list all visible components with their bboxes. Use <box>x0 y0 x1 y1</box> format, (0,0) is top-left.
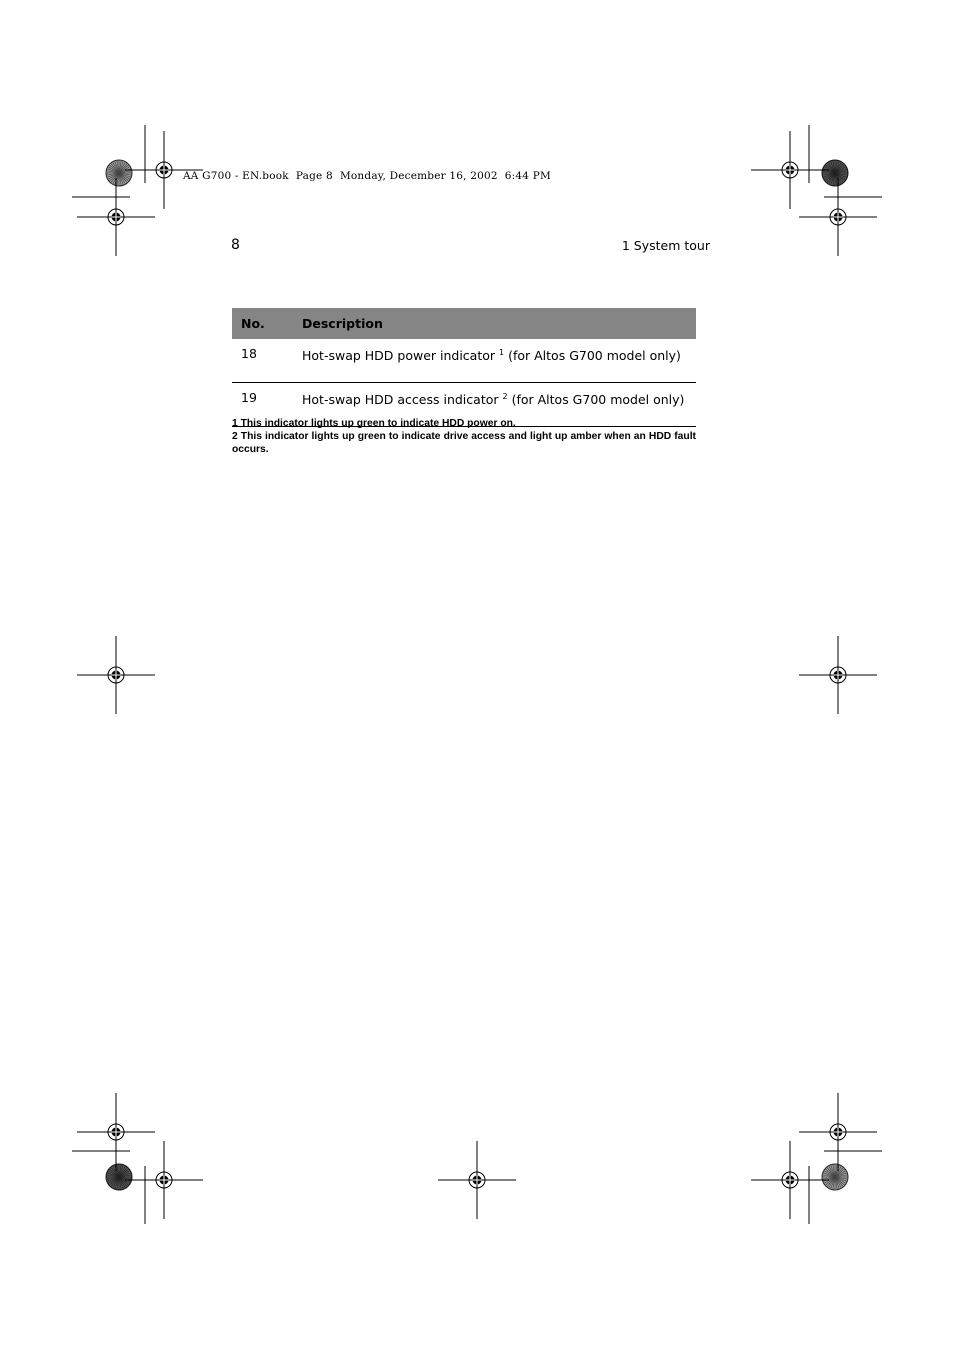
registration-mark <box>77 178 155 256</box>
table-header-row <box>232 308 696 339</box>
registration-mark <box>125 1141 203 1219</box>
starburst-target <box>822 160 848 186</box>
starburst-target <box>106 1164 132 1190</box>
description-text: Hot-swap HDD access indicator <box>302 392 499 407</box>
registration-mark <box>438 1141 516 1219</box>
page-number: 8 <box>231 237 240 253</box>
column-header-no: No. <box>232 308 302 339</box>
registration-mark <box>751 1141 829 1219</box>
footnote-reference: 1 <box>499 348 505 357</box>
starburst-target <box>106 160 132 186</box>
registration-mark <box>751 131 829 209</box>
registration-mark <box>799 636 877 714</box>
table-row <box>232 339 696 383</box>
running-header-title: 1 System tour <box>621 238 710 253</box>
row-description <box>302 339 696 383</box>
registration-mark <box>799 178 877 256</box>
column-header-description: Description <box>302 308 696 339</box>
footnote-2: 2 This indicator lights up green to indicate drive access and light up amber when an HDD fault occurs. <box>232 431 696 455</box>
description-text: Hot-swap HDD power indicator <box>302 348 496 363</box>
print-slug-line: AA G700 - EN.book Page 8 Monday, December 16, 2002 6:44 PM <box>183 170 551 182</box>
registration-mark <box>77 636 155 714</box>
row-number: 18 <box>232 339 302 383</box>
description-suffix: (for Altos G700 model only) <box>508 348 681 363</box>
footnote-reference: 2 <box>502 392 508 401</box>
registration-mark <box>77 1093 155 1171</box>
footnotes <box>232 417 696 456</box>
indicator-table <box>232 308 696 427</box>
starburst-target <box>822 1164 848 1190</box>
row-number: 19 <box>232 383 302 427</box>
registration-mark <box>799 1093 877 1171</box>
description-suffix: (for Altos G700 model only) <box>511 392 685 407</box>
footnote-1: 1 This indicator lights up green to indicate HDD power on. <box>232 418 516 429</box>
